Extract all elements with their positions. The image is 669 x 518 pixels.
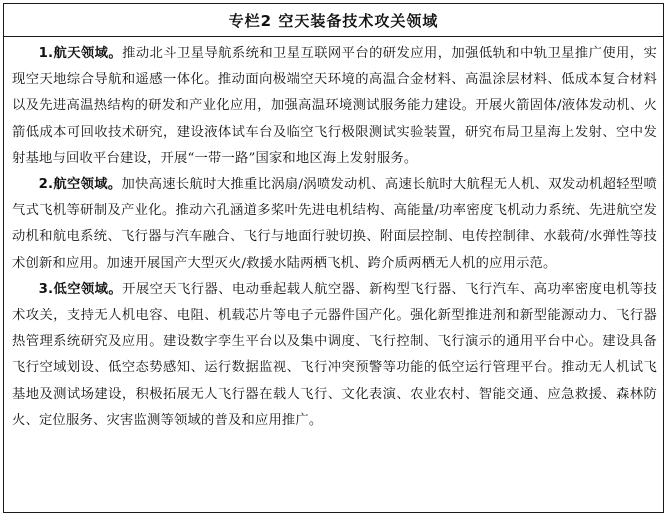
section-body: 推动北斗卫星导航系统和卫星互联网平台的研发应用，加强低轨和中轨卫星推广使用，实现空天地综合导航和遥感一体化。推动面向极端空天环境的高温合金材料、高温涂层材料、低成本复合材料以及先进高温热结构的研发和产业化应用，加强高温环境测试服务能力建设。开展火箭固体/液体发动机、火箭低成本可回收技术研究，建设液体试车台及临空飞行极限测试实验装置，研究布局卫星海上发射、空中发射基地与回收平台建设，开展“一带一路”国家和地区海上发射服务。 bbox=[12, 46, 657, 166]
special-column-box bbox=[3, 3, 664, 513]
section-heading: 3.低空领域。 bbox=[38, 281, 123, 297]
section-heading: 2.航空领域。 bbox=[38, 177, 122, 193]
section-aerospace bbox=[12, 41, 657, 172]
section-body: 加快高速长航时大推重比涡扇/涡喷发动机、高速长航时大航程无人机、双发动机超轻型喷气式飞机等研制及产业化。推动六孔涵道多桨叶先进电机结构、高能量/功率密度飞机动力系统、先进航空发动机和航电系统、飞行器与汽车融合、飞行与地面行驶切换、附面层控制、电传控制律、水载荷/水弹性等技术创新和应用。加速开展国产大型灭火/救援水陆两栖飞机、跨介质两栖无人机的应用示范。 bbox=[12, 177, 657, 271]
section-body: 开展空天飞行器、电动垂起载人航空器、新构型飞行器、飞行汽车、高功率密度电机等技术攻关，支持无人机电容、电阻、机载芯片等电子元器件国产化。强化新型推进剂和新型能源动力、飞行器热管理系统研究及应用。建设数字孪生平台以及集中调度、飞行控制、飞行演示的通用平台中心。建设具备飞行空域划设、低空态势感知、运行数据监视、飞行冲突预警等功能的低空运行管理平台。推动无人机试飞基地及测试场建设，积极拓展无人飞行器在载人飞行、文化表演、农业农村、智能交通、应急救援、森林防火、定位服务、灾害监测等领域的普及和应用推广。 bbox=[12, 281, 657, 428]
column-title: 专栏2 空天装备技术攻关领域 bbox=[4, 4, 663, 37]
section-low-altitude bbox=[12, 277, 657, 434]
column-content bbox=[4, 37, 663, 434]
section-heading: 1.航天领域。 bbox=[38, 46, 123, 61]
section-aviation bbox=[12, 172, 657, 277]
